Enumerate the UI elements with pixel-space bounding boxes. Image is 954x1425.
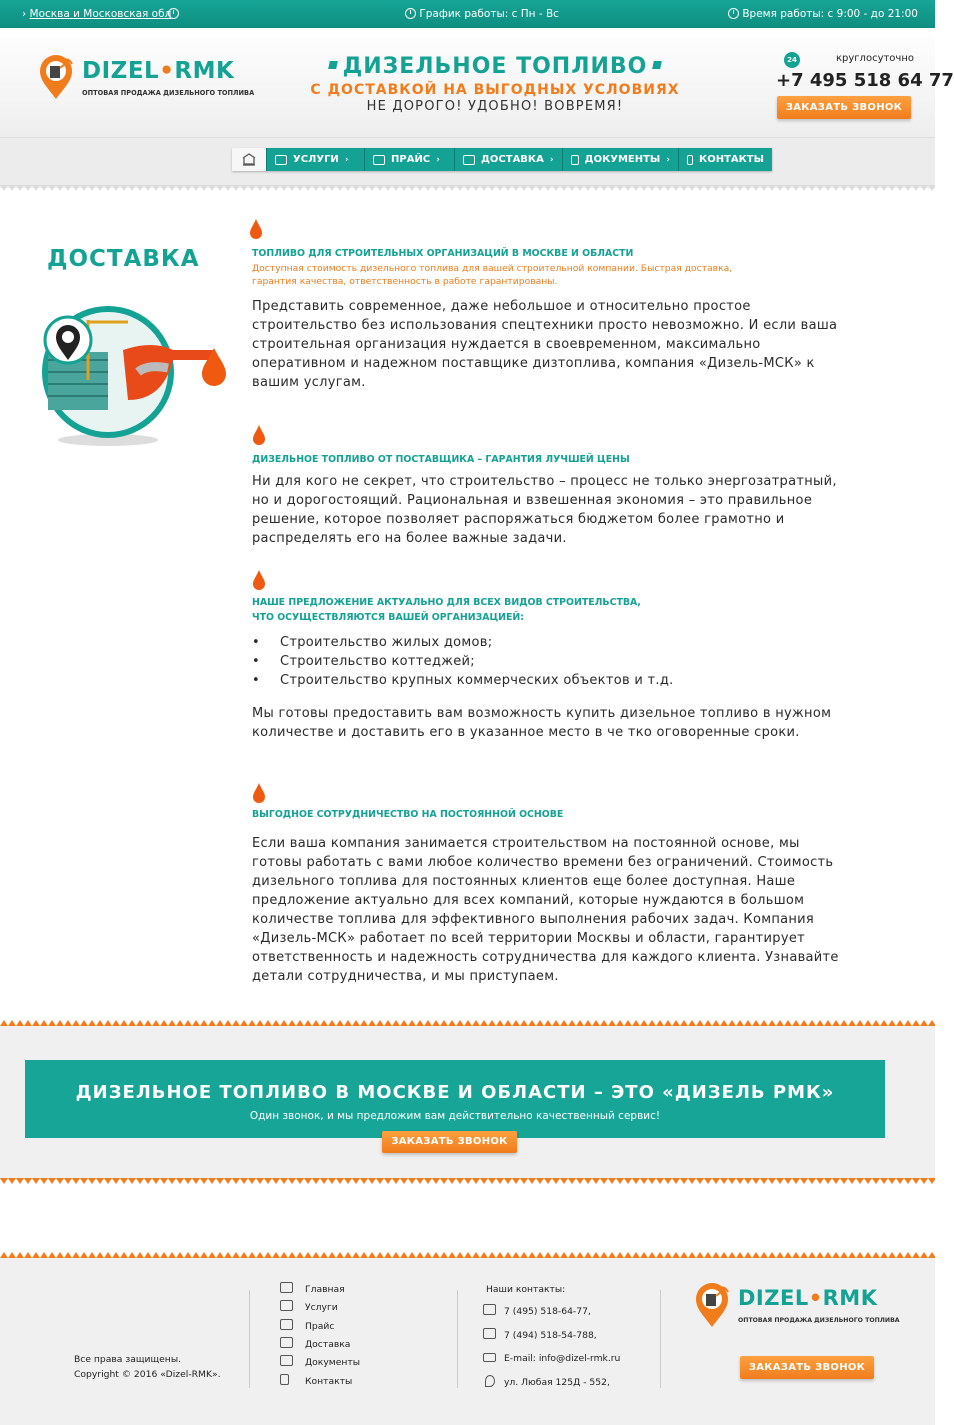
cta-callback-button[interactable]: ЗАКАЗАТЬ ЗВОНОК xyxy=(382,1131,517,1153)
truck-icon xyxy=(280,1337,293,1348)
section-heading-3: НАШЕ ПРЕДЛОЖЕНИЕ АКТУАЛЬНО ДЛЯ ВСЕХ ВИДОВ СТРОИТЕЛЬСТВА, ЧТО ОСУЩЕСТВЛЯЮТСЯ ВАШЕЙ ОРГАНИЗАЦИЕЙ: xyxy=(252,597,641,623)
cta-title: ДИЗЕЛЬНОЕ ТОПЛИВО В МОСКВЕ И ОБЛАСТИ – ЭТО «ДИЗЕЛЬ РМК» xyxy=(75,1082,835,1103)
footer-phone-1[interactable]: 7 (495) 518-64-77, xyxy=(504,1306,591,1317)
footer-contacts-title: Наши контакты: xyxy=(486,1284,566,1295)
region-link[interactable]: Москва и Московская обл xyxy=(29,8,172,20)
logo-text: DIZEL•RMK xyxy=(82,58,235,84)
fuel-pin-icon xyxy=(692,1280,732,1328)
home-icon xyxy=(232,148,266,171)
schedule-text: График работы: с Пн - Вс xyxy=(419,8,559,20)
header-slogan: НЕ ДОРОГО! УДОБНО! ВОВРЕМЯ! xyxy=(366,99,624,114)
section-heading-2: ДИЗЕЛЬНОЕ ТОПЛИВО ОТ ПОСТАВЩИКА – ГАРАНТИЯ ЛУЧШЕЙ ЦЕНЫ xyxy=(252,454,630,465)
logo[interactable] xyxy=(36,52,256,104)
hours xyxy=(728,8,918,20)
top-bar xyxy=(0,0,935,28)
footer-link-home[interactable]: Главная xyxy=(305,1284,345,1295)
layers-icon xyxy=(571,155,579,165)
thumbs-up-icon xyxy=(275,155,287,165)
thumbs-up-icon xyxy=(280,1300,293,1311)
nav-price[interactable]: ПРАЙС › xyxy=(364,148,454,171)
nav-home[interactable] xyxy=(232,148,266,171)
footer-link-price[interactable]: Прайс xyxy=(305,1321,335,1332)
list-item: • Строительство жилых домов; xyxy=(252,635,492,650)
footer-divider xyxy=(249,1290,250,1388)
square-icon xyxy=(653,61,663,69)
zigzag-divider xyxy=(0,1250,935,1258)
24h-badge: 24 xyxy=(784,52,800,68)
map-pin-icon xyxy=(485,1375,495,1387)
footer-link-documents[interactable]: Документы xyxy=(305,1357,360,1368)
layers-icon xyxy=(280,1355,293,1366)
logo-text: DIZEL•RMK xyxy=(738,1286,878,1310)
flag-icon xyxy=(280,1374,289,1385)
footer-divider xyxy=(660,1290,661,1388)
section-3-text: Мы готовы предоставить вам возможность купить дизельное топливо в нужном количестве и доставить его в указанное место в че тко оговоренные сроки. xyxy=(252,706,832,740)
phone-icon xyxy=(483,1304,496,1315)
clock-icon xyxy=(405,8,416,19)
zigzag-divider xyxy=(0,1018,935,1026)
section-4-text: Если ваша компания занимается строительством на постоянной основе, мы готовы работать с вами любое количество времени без ограничений. Стоимость дизельного топлива для постоянных клиентов еще более доступная. Наше предложение актуально для всех компаний, которые нуждаются в большом количестве топлива для эффективного выполнения рабочих задач. Компания «Дизель-МСК» работает по всей территории Москвы и области, гарантирует ответственность и надежность сотрудничества для каждого клиента. Узнавайте детали сотрудничества, и мы приступаем. xyxy=(252,836,839,984)
footer-link-services[interactable]: Услуги xyxy=(305,1302,338,1313)
nav-delivery[interactable]: ДОСТАВКА › xyxy=(454,148,562,171)
header-title: ДИЗЕЛЬНОЕ ТОПЛИВО xyxy=(300,54,690,79)
truck-icon xyxy=(463,155,475,165)
footer-address: ул. Любая 125Д - 552, xyxy=(504,1377,610,1388)
logo-tagline: ОПТОВАЯ ПРОДАЖА ДИЗЕЛЬНОГО ТОПЛИВА xyxy=(738,1317,900,1324)
schedule xyxy=(405,8,559,20)
section-1-text: Представить современное, даже небольшое и относительно простое строительство без использования спецтехники просто невозможно. И если ваша строительная организация нуждается в своевременном, максимально оперативном и надежном поставщике дизтоплива, компания «Дизель-МСК» к вашим услугам. xyxy=(252,299,838,390)
footer-email[interactable]: E-mail: info@dizel-rmk.ru xyxy=(504,1353,621,1364)
list-item: • Строительство крупных коммерческих объектов и т.д. xyxy=(252,673,674,688)
alarm-clock-icon xyxy=(728,8,739,19)
fuel-nozzle-illustration xyxy=(28,300,238,450)
money-icon xyxy=(280,1319,293,1330)
hours-text: Время работы: с 9:00 - до 21:00 xyxy=(742,8,918,20)
nav-services[interactable]: УСЛУГИ › xyxy=(266,148,364,171)
fuel-drop-icon xyxy=(252,425,266,445)
mail-icon xyxy=(483,1353,496,1362)
footer-copyright: Copyright © 2016 «Dizel-RMK». xyxy=(74,1369,221,1380)
region-selector[interactable]: › Москва и Московская обл xyxy=(22,8,172,20)
fuel-drop-icon xyxy=(252,783,266,803)
fuel-pin-icon xyxy=(36,52,76,100)
square-icon xyxy=(328,61,338,69)
nav-documents[interactable]: ДОКУМЕНТЫ › xyxy=(562,148,678,171)
logo-tagline: ОПТОВАЯ ПРОДАЖА ДИЗЕЛЬНОГО ТОПЛИВА xyxy=(82,89,255,97)
section-1-subtitle: Доступная стоимость дизельного топлива для вашей строительной компании. Быстрая доставка, гарантия качества, ответственность в работе гарантированы. xyxy=(252,263,733,287)
section-heading-1: ТОПЛИВО ДЛЯ СТРОИТЕЛЬНЫХ ОРГАНИЗАЦИЙ В МОСКВЕ И ОБЛАСТИ xyxy=(252,248,634,259)
flag-icon xyxy=(687,155,693,165)
footer-rights: Все права защищены. xyxy=(74,1354,181,1365)
zigzag-divider xyxy=(0,1178,935,1186)
footer-phone-2[interactable]: 7 (494) 518-54-788, xyxy=(504,1330,597,1341)
header-phone[interactable]: +7 495 518 64 77 xyxy=(776,70,954,91)
footer-link-contacts[interactable]: Контакты xyxy=(305,1376,353,1387)
fuel-drop-icon xyxy=(252,570,266,590)
footer-logo[interactable] xyxy=(692,1280,902,1332)
money-icon xyxy=(373,155,385,165)
phone-icon xyxy=(483,1328,496,1339)
page-title: ДОСТАВКА xyxy=(47,246,200,272)
footer-callback-button[interactable]: ЗАКАЗАТЬ ЗВОНОК xyxy=(740,1356,874,1379)
zigzag-divider xyxy=(0,185,935,193)
list-item: • Строительство коттеджей; xyxy=(252,654,475,669)
header-subtitle: С ДОСТАВКОЙ НА ВЫГОДНЫХ УСЛОВИЯХ xyxy=(310,82,680,98)
fuel-drop-icon xyxy=(249,219,263,239)
nav-contacts[interactable]: КОНТАКТЫ xyxy=(678,148,772,171)
home-icon xyxy=(280,1282,293,1293)
main-nav xyxy=(232,148,772,171)
location-icon[interactable] xyxy=(168,8,179,20)
section-2-text: Ни для кого не секрет, что строительство – процесс не только энергозатратный, но и дорогостоящий. Рациональная и взвешенная экономия – это правильное решение, которое позволяет распоряжаться бюджетом более грамотно и распределять его на более важные задачи. xyxy=(252,474,837,546)
around-clock-label: круглосуточно xyxy=(836,53,914,64)
cta-subtitle: Один звонок, и мы предложим вам действительно качественный сервис! xyxy=(249,1110,661,1122)
section-heading-4: ВЫГОДНОЕ СОТРУДНИЧЕСТВО НА ПОСТОЯННОЙ ОСНОВЕ xyxy=(252,809,564,820)
footer-divider xyxy=(457,1290,458,1388)
header-callback-button[interactable]: ЗАКАЗАТЬ ЗВОНОК xyxy=(777,96,911,119)
footer-link-delivery[interactable]: Доставка xyxy=(305,1339,351,1350)
